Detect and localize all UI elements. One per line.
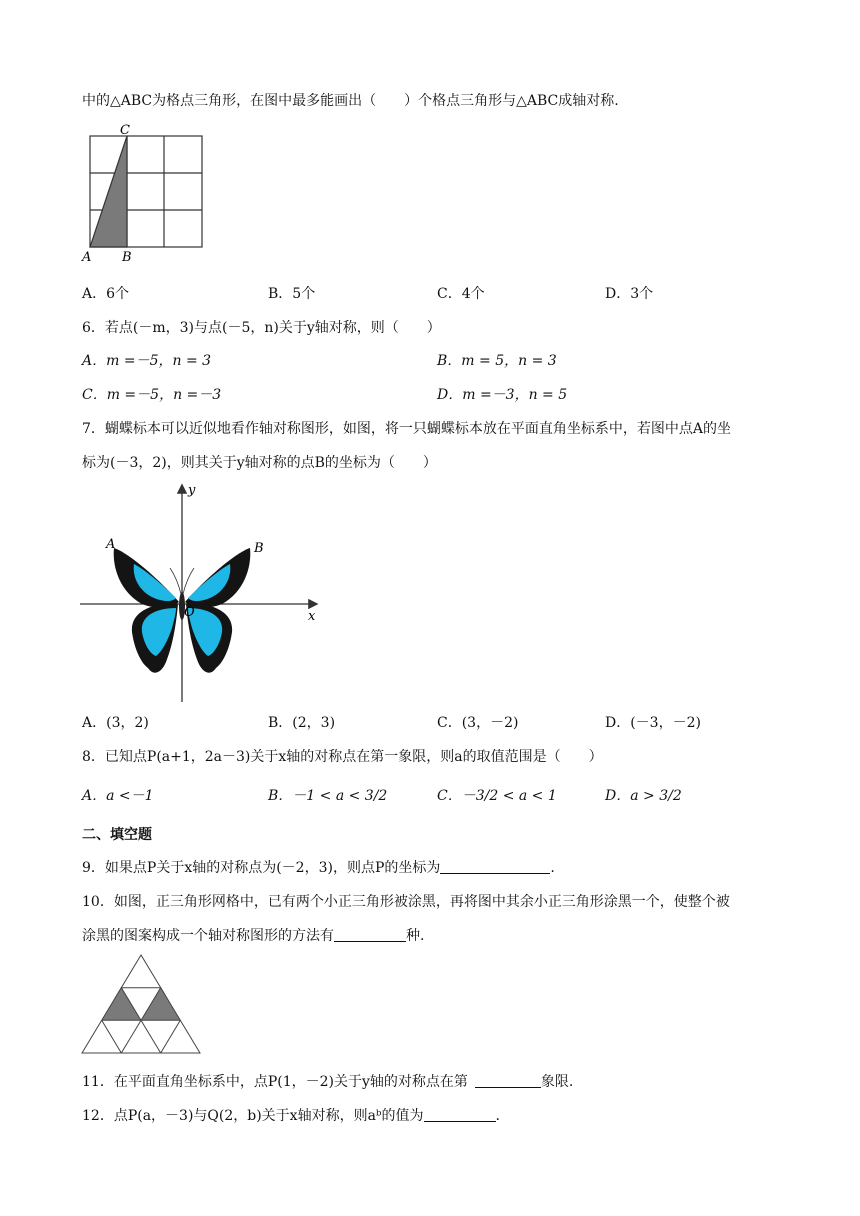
q7-option-a: A．(3，2) [82, 715, 149, 731]
triangle-abc [90, 136, 127, 247]
q10-triangle-grid [82, 955, 202, 1055]
q8-option-c: C．－3/2 < a < 1 [437, 788, 557, 804]
q8-option-b: B．－1 < a < 3/2 [268, 788, 388, 804]
label-x: x [308, 609, 316, 624]
q7-option-d: D．(－3，－2) [605, 715, 701, 731]
label-b-point: B [254, 541, 264, 556]
q7-text-line1: 7．蝴蝶标本可以近似地看作轴对称图形，如图，将一只蝴蝶标本放在平面直角坐标系中，若图中点A的坐 [82, 421, 732, 437]
q6-option-d: D．m =－3，n = 5 [437, 387, 568, 403]
q8-option-a: A．a <－1 [82, 788, 154, 804]
q5-text: 中的△ABC为格点三角形，在图中最多能画出（ ）个格点三角形与△ABC成轴对称. [82, 93, 619, 109]
q5-option-d: D．3个 [605, 286, 654, 302]
q8-option-d: D．a > 3/2 [605, 788, 682, 804]
q12-answer-blank[interactable] [424, 1107, 496, 1122]
q7-option-c: C．(3，－2) [437, 715, 519, 731]
q6-option-c: C．m =－5，n =－3 [82, 387, 222, 403]
q10-text: 涂黑的图案构成一个轴对称图形的方法有 [82, 928, 334, 944]
q7-option-b: B．(2，3) [268, 715, 336, 731]
q9-line [82, 857, 555, 877]
label-a-point: A [106, 537, 116, 552]
q12-line [82, 1105, 500, 1125]
q11-answer-blank[interactable] [475, 1073, 541, 1088]
q6-option-b: B．m = 5，n = 3 [437, 353, 557, 369]
q11-text: 11．在平面直角坐标系中，点P(1，－2)关于y轴的对称点在第 [82, 1074, 468, 1090]
q6-text: 6．若点(－m，3)与点(－5，n)关于y轴对称，则（ ） [82, 320, 441, 336]
q6-option-a: A．m =－5，n = 3 [82, 353, 212, 369]
label-y: y [188, 483, 196, 498]
label-origin: O [184, 605, 195, 620]
q10-answer-blank[interactable] [334, 927, 406, 942]
section-title-fill-in: 二、填空题 [82, 827, 152, 843]
q5-option-b: B．5个 [268, 286, 316, 302]
q5-option-c: C．4个 [437, 286, 485, 302]
q7-butterfly-figure [80, 482, 330, 706]
q12-text: 12．点P(a，－3)与Q(2，b)关于x轴对称，则aᵇ的值为 [82, 1108, 424, 1124]
label-b: B [122, 250, 132, 265]
q5-grid-figure [82, 124, 212, 264]
q10-line2 [82, 925, 424, 945]
q9-text: 9．如果点P关于x轴的对称点为(－2，3)，则点P的坐标为 [82, 860, 441, 876]
q12-text-end: . [495, 1108, 500, 1124]
q10-text-line1: 10．如图，正三角形网格中，已有两个小正三角形被涂黑，再将图中其余小正三角形涂黑一个，使整个被 [82, 894, 730, 910]
q11-text-end: 象限. [540, 1074, 574, 1090]
shaded-triangle-2 [141, 987, 180, 1021]
q8-text: 8．已知点P(a+1，2a－3)关于x轴的对称点在第一象限，则a的取值范围是（ ） [82, 749, 603, 765]
q9-text-end: . [550, 860, 555, 876]
q7-text-line2: 标为(－3，2)，则其关于y轴对称的点B的坐标为（ ） [82, 455, 437, 471]
label-c: C [120, 123, 130, 138]
q5-option-a: A．6个 [82, 286, 130, 302]
q10-text-end: 种. [406, 928, 425, 944]
label-a: A [82, 250, 92, 265]
q9-answer-blank[interactable] [440, 859, 550, 874]
q11-line [82, 1071, 573, 1091]
shaded-triangle-1 [102, 987, 141, 1021]
